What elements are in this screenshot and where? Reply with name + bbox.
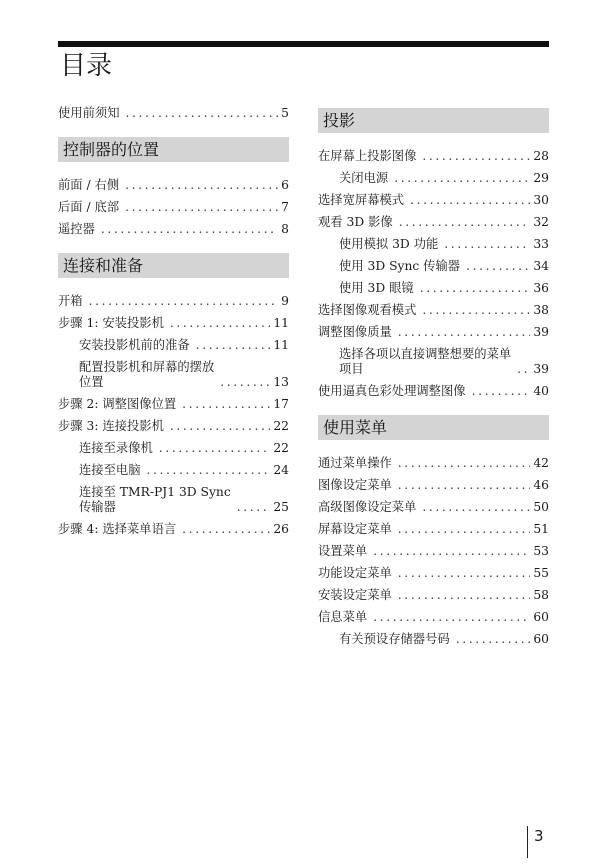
toc-entry[interactable] <box>318 474 549 496</box>
toc-entry-text: 使用 3D Sync 传输器 <box>339 258 461 273</box>
toc-entry-text: 高级图像设定菜单 <box>318 499 417 514</box>
dot-leader <box>422 303 530 318</box>
toc-entry[interactable] <box>58 393 289 415</box>
dot-leader <box>410 193 530 208</box>
toc-entry[interactable] <box>318 518 549 540</box>
toc-entry[interactable] <box>58 290 289 312</box>
toc-subentry[interactable] <box>318 343 549 380</box>
toc-entry-page: 17 <box>273 396 289 411</box>
dot-leader <box>125 200 278 215</box>
toc-entry[interactable] <box>318 562 549 584</box>
right-sections <box>318 108 549 650</box>
toc-entry-text: 连接至录像机 <box>79 440 153 455</box>
toc-entry[interactable] <box>318 452 549 474</box>
dot-leader <box>394 171 530 186</box>
toc-entry-text: 使用前须知 <box>58 105 120 120</box>
toc-entry-text: 信息菜单 <box>318 609 368 624</box>
dot-leader <box>422 149 530 164</box>
toc-entry-text: 步骤 1: 安装投影机 <box>58 315 164 330</box>
dot-leader <box>399 215 531 230</box>
toc-entry-text: 屏幕设定菜单 <box>318 521 392 536</box>
toc-entry-page: 39 <box>533 324 549 339</box>
toc-entry-text: 使用模拟 3D 功能 <box>339 236 439 251</box>
toc-entry-page: 8 <box>281 221 289 236</box>
toc-entry-text: 安装设定菜单 <box>318 587 392 602</box>
toc-entry-page: 11 <box>273 315 289 330</box>
toc-entry-page: 29 <box>533 170 549 185</box>
toc-entry[interactable] <box>318 321 549 343</box>
toc-entry-text: 图像设定菜单 <box>318 477 392 492</box>
toc-entry[interactable] <box>318 380 549 402</box>
dot-leader <box>170 316 270 331</box>
dot-leader <box>398 588 531 603</box>
toc-entry-text: 关闭电源 <box>339 170 389 185</box>
toc-entry-page: 30 <box>533 192 549 207</box>
dot-leader <box>373 544 530 559</box>
toc-entry-text: 选择图像观看模式 <box>318 302 417 317</box>
dot-leader <box>422 500 530 515</box>
dot-leader <box>466 259 530 274</box>
toc-entry[interactable] <box>58 415 289 437</box>
toc-entry-page: 38 <box>533 302 549 317</box>
toc-entry-page: 26 <box>273 521 289 536</box>
toc-entry-text: 步骤 2: 调整图像位置 <box>58 396 177 411</box>
toc-entry[interactable] <box>318 584 549 606</box>
toc-entry-page: 46 <box>533 477 549 492</box>
toc-entry[interactable] <box>58 174 289 196</box>
toc-entry-text: 步骤 4: 选择菜单语言 <box>58 521 177 536</box>
page-number: 3 <box>527 826 544 858</box>
toc-subentry[interactable] <box>318 233 549 255</box>
toc-entry-text: 有关预设存储器号码 <box>339 631 450 646</box>
toc-subentry[interactable] <box>58 437 289 459</box>
page-title: 目录 <box>60 51 113 81</box>
toc-entry-text: 使用 3D 眼镜 <box>339 280 414 295</box>
dot-leader <box>220 375 270 390</box>
toc-entry-text: 设置菜单 <box>318 543 368 558</box>
dot-leader <box>237 500 271 515</box>
toc-entry-page: 7 <box>281 199 289 214</box>
toc-entry-page: 39 <box>533 361 549 376</box>
toc-entry-page: 11 <box>273 337 289 352</box>
toc-entry-page: 24 <box>273 462 289 477</box>
dot-leader <box>398 522 531 537</box>
dot-leader <box>420 281 531 296</box>
toc-entry-text: 在屏幕上投影图像 <box>318 148 417 163</box>
toc-subentry[interactable] <box>58 356 289 393</box>
toc-subentry[interactable] <box>58 459 289 481</box>
toc-subentry[interactable] <box>318 628 549 650</box>
dot-leader <box>170 419 270 434</box>
toc-entry-page: 51 <box>533 521 549 536</box>
dot-leader <box>398 456 531 471</box>
dot-leader <box>517 362 530 377</box>
toc-entry-page: 40 <box>533 383 549 398</box>
toc-entry-text: 安装投影机前的准备 <box>79 337 190 352</box>
toc-entry[interactable] <box>318 189 549 211</box>
toc-entry-text: 选择宽屏幕模式 <box>318 192 405 207</box>
dot-leader <box>472 384 531 399</box>
toc-entry-page: 60 <box>533 631 549 646</box>
toc-entry-page: 6 <box>281 177 289 192</box>
toc-entry-text <box>79 360 220 390</box>
toc-entry-page: 33 <box>533 236 549 251</box>
toc-entry-page: 42 <box>533 455 549 470</box>
toc-entry[interactable] <box>58 312 289 334</box>
toc-entry[interactable] <box>318 496 549 518</box>
toc-entry-text: 遥控器 <box>58 221 95 236</box>
left-sections <box>58 137 289 540</box>
toc-entry[interactable] <box>318 145 549 167</box>
toc-entry[interactable] <box>318 540 549 562</box>
toc-entry-page: 36 <box>533 280 549 295</box>
dot-leader <box>182 522 270 537</box>
toc-entry-text: 调整图像质量 <box>318 324 392 339</box>
toc-entry-page: 25 <box>273 499 289 514</box>
toc-entry-page: 13 <box>273 374 289 389</box>
left-column <box>58 102 289 540</box>
toc-entry-line: 项目 <box>339 361 364 376</box>
top-rule <box>58 41 549 47</box>
dot-leader <box>398 478 531 493</box>
section-heading: 使用菜单 <box>318 415 549 440</box>
toc-entry-text: 步骤 3: 连接投影机 <box>58 418 164 433</box>
toc-entry-text <box>339 347 517 377</box>
dot-leader <box>101 222 278 237</box>
toc-subentry[interactable] <box>58 334 289 356</box>
toc-entry-page: 22 <box>273 440 289 455</box>
toc-entry-text: 前面 / 右侧 <box>58 177 120 192</box>
dot-leader <box>147 463 271 478</box>
toc-entry-line: 连接至 TMR-PJ1 3D Sync <box>79 484 231 499</box>
toc-entry-page: 28 <box>533 148 549 163</box>
section-heading: 投影 <box>318 108 549 133</box>
dot-leader <box>398 566 531 581</box>
dot-leader <box>159 441 271 456</box>
toc-entry[interactable] <box>318 299 549 321</box>
toc-entry[interactable] <box>318 606 549 628</box>
toc-entry-text: 观看 3D 影像 <box>318 214 393 229</box>
toc-entry-line: 位置 <box>79 374 104 389</box>
toc-entry-text: 连接至电脑 <box>79 462 141 477</box>
section-heading: 连接和准备 <box>58 253 289 278</box>
dot-leader <box>196 338 271 353</box>
dot-leader <box>89 294 279 309</box>
toc-entry[interactable] <box>58 196 289 218</box>
dot-leader <box>125 178 278 193</box>
toc-entry-page: 5 <box>281 105 289 120</box>
dot-leader <box>398 325 531 340</box>
toc-entry-text: 使用逼真色彩处理调整图像 <box>318 383 466 398</box>
dot-leader <box>456 632 531 647</box>
toc-entry-line: 配置投影机和屏幕的摆放 <box>79 359 215 374</box>
toc-entry-page: 22 <box>273 418 289 433</box>
toc-entry-text: 开箱 <box>58 293 83 308</box>
toc-entry[interactable] <box>318 211 549 233</box>
dot-leader <box>182 397 270 412</box>
dot-leader <box>126 106 279 121</box>
toc-entry-page: 53 <box>533 543 549 558</box>
toc-subentry[interactable] <box>318 167 549 189</box>
toc-entry-page: 32 <box>533 214 549 229</box>
toc-entry-text: 功能设定菜单 <box>318 565 392 580</box>
toc-entry-page: 60 <box>533 609 549 624</box>
toc-subentry[interactable] <box>318 277 549 299</box>
section-heading: 控制器的位置 <box>58 137 289 162</box>
toc-subentry[interactable] <box>318 255 549 277</box>
toc-entry-line: 传输器 <box>79 499 116 514</box>
toc-entry-text: 后面 / 底部 <box>58 199 120 214</box>
toc-entry-line: 选择各项以直接调整想要的菜单 <box>339 346 512 361</box>
toc-entry-page: 34 <box>533 258 549 273</box>
toc-subentry[interactable] <box>58 481 289 518</box>
toc-entry-page: 58 <box>533 587 549 602</box>
toc-entry-page: 50 <box>533 499 549 514</box>
toc-entry-page: 9 <box>281 293 289 308</box>
right-column <box>318 108 549 650</box>
dot-leader <box>373 610 530 625</box>
toc-entry-text <box>79 485 237 515</box>
toc-entry[interactable] <box>58 218 289 240</box>
toc-entry-text: 通过菜单操作 <box>318 455 392 470</box>
toc-entry[interactable] <box>58 102 289 124</box>
dot-leader <box>444 237 530 252</box>
toc-entry-page: 55 <box>533 565 549 580</box>
toc-entry[interactable] <box>58 518 289 540</box>
